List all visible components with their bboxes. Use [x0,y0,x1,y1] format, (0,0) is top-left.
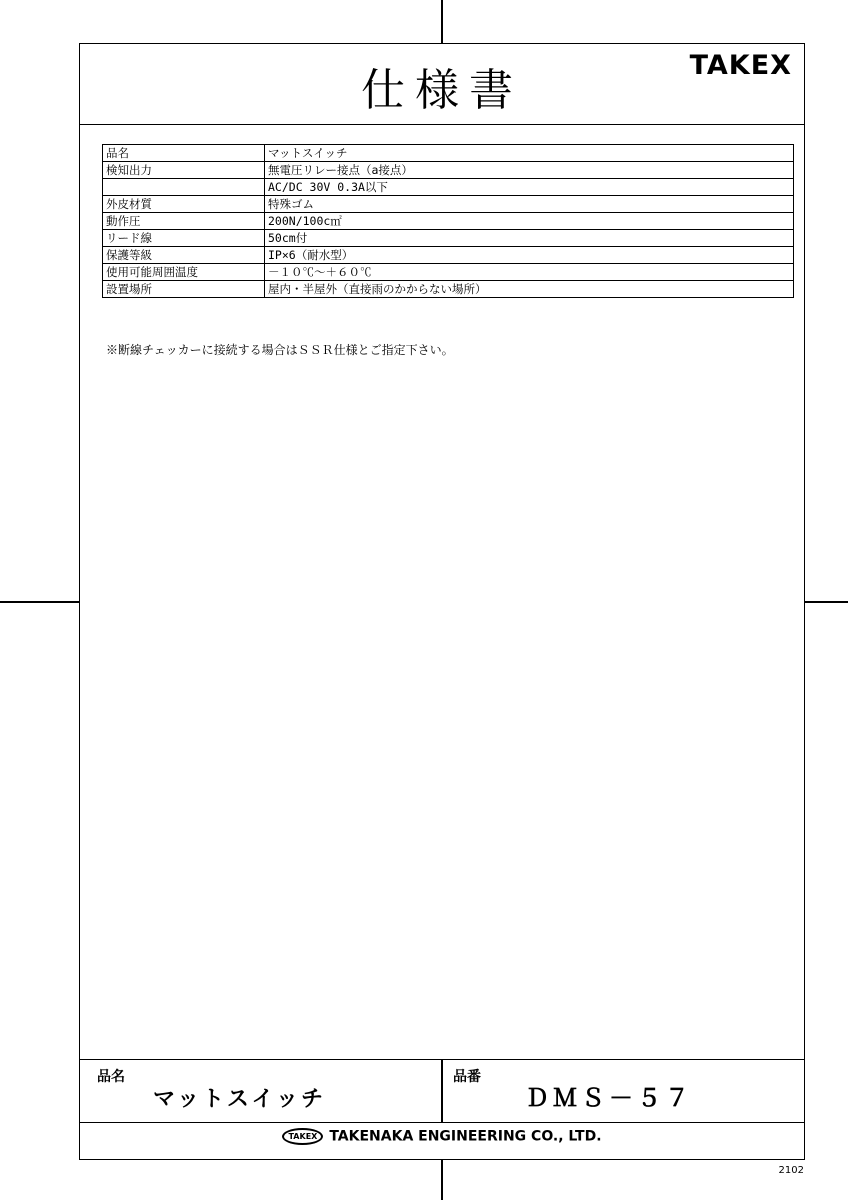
spec-key: 設置場所 [103,281,265,298]
brand-logo: TAKEX [689,50,792,81]
header [80,44,804,125]
product-code-value: ＤＭＳ－５７ [525,1084,693,1112]
table-row [103,213,794,230]
spec-value: 無電圧リレー接点（a接点） [265,162,794,179]
crop-mark-top [441,0,443,43]
spec-key: 動作圧 [103,213,265,230]
page-title: 仕様書 [361,65,523,116]
table-row [103,162,794,179]
footer-product [80,1059,804,1123]
spec-value: 200N/100c㎡ [265,213,794,230]
table-row [103,196,794,213]
spec-key: 外皮材質 [103,196,265,213]
spec-value: 特殊ゴム [265,196,794,213]
spec-key [103,179,265,196]
spec-key: 使用可能周囲温度 [103,264,265,281]
spec-value: 屋内・半屋外（直接雨のかからない場所） [265,281,794,298]
spec-value: AC/DC 30V 0.3A以下 [265,179,794,196]
product-code-label: 品番 [453,1069,481,1085]
spec-value: 50cm付 [265,230,794,247]
crop-mark-right [805,601,848,603]
table-row [103,281,794,298]
spec-value: IP×6（耐水型） [265,247,794,264]
spec-value: －１０℃～＋６０℃ [265,264,794,281]
note-text: ※断線チェッカーに接続する場合はＳＳＲ仕様とご指定下さい。 [106,343,454,357]
spec-value: マットスイッチ [265,145,794,162]
product-name-label: 品名 [97,1069,125,1085]
table-row [103,247,794,264]
company-name: TAKENAKA ENGINEERING CO., LTD. [329,1128,602,1145]
crop-mark-left [0,601,79,603]
table-row [103,145,794,162]
table-row [103,264,794,281]
spec-key: リード線 [103,230,265,247]
document-number: 2102 [778,1165,804,1176]
table-row [103,230,794,247]
spec-key: 検知出力 [103,162,265,179]
footer-divider [441,1060,443,1122]
company-logo: TAKEX [282,1128,323,1145]
spec-key: 保護等級 [103,247,265,264]
spec-sheet [79,43,805,1160]
product-name-value: マットスイッチ [153,1087,327,1112]
crop-mark-bottom [441,1160,443,1200]
spec-key: 品名 [103,145,265,162]
spec-table [102,144,794,298]
company-footer [80,1128,804,1145]
table-row [103,179,794,196]
